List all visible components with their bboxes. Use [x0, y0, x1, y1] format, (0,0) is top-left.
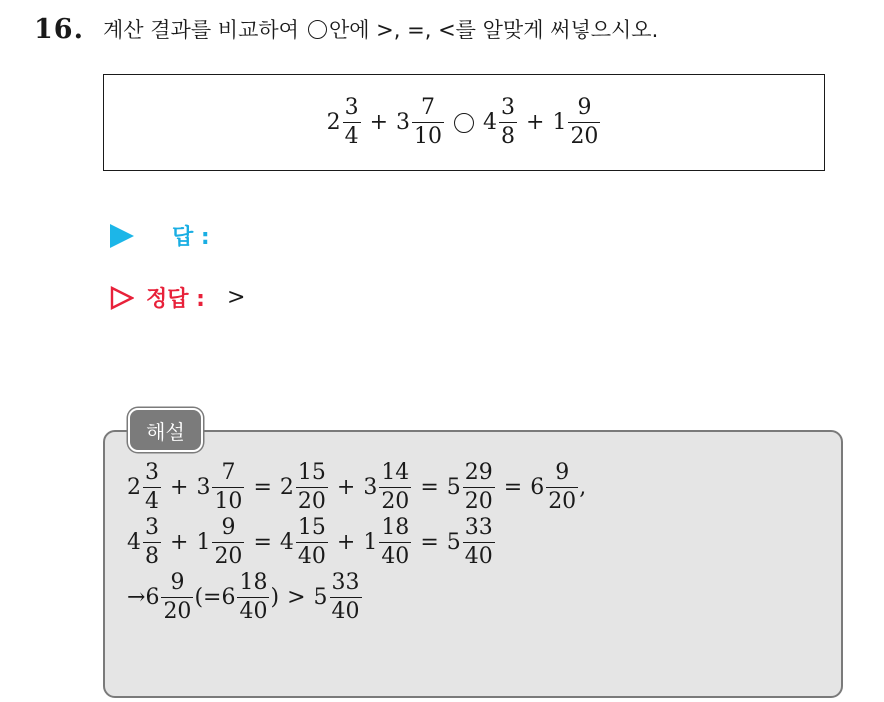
- whole-part: 6: [530, 475, 545, 500]
- outline-triangle-icon: [110, 286, 134, 310]
- whole-part: 6: [221, 585, 236, 610]
- math-operator: +: [526, 110, 545, 135]
- math-operator: +: [170, 530, 189, 555]
- numerator: 9: [170, 570, 185, 595]
- fraction: [143, 462, 161, 513]
- denominator: 10: [414, 124, 442, 149]
- fraction: [296, 517, 328, 568]
- denominator: 40: [331, 599, 360, 624]
- whole-part: 1: [196, 530, 211, 555]
- math-operator: +: [170, 475, 189, 500]
- whole-part: 2: [326, 110, 341, 135]
- whole-part: 6: [145, 585, 160, 610]
- solution-content: [127, 462, 586, 627]
- play-triangle-icon: [110, 224, 134, 248]
- fraction: [463, 517, 495, 568]
- fraction: [499, 97, 517, 148]
- math-operator: +: [336, 530, 356, 555]
- denominator: 40: [381, 544, 410, 569]
- denominator: 20: [381, 489, 410, 514]
- numerator: 3: [344, 95, 359, 120]
- denominator: 40: [239, 599, 268, 624]
- math-text: ): [270, 585, 280, 610]
- numerator: 15: [297, 515, 326, 540]
- numerator: 3: [145, 515, 159, 540]
- numerator: 7: [221, 460, 236, 485]
- mixed-number: [447, 462, 496, 513]
- numerator: 9: [555, 460, 570, 485]
- mixed-number: [363, 462, 412, 513]
- mixed-number: [196, 462, 245, 513]
- denominator: 8: [501, 124, 515, 149]
- whole-part: 5: [446, 530, 461, 555]
- solution-line: [127, 572, 586, 623]
- mixed-number: [196, 517, 245, 568]
- whole-part: 1: [363, 530, 378, 555]
- numerator: 9: [577, 95, 592, 120]
- numerator: 18: [239, 570, 268, 595]
- mixed-number: [447, 517, 496, 568]
- mixed-number: [483, 97, 518, 148]
- blank-circle-icon: [308, 20, 327, 39]
- fraction: [463, 462, 495, 513]
- mixed-number: [280, 462, 329, 513]
- fraction: [546, 462, 578, 513]
- solution-tag: 해설: [128, 408, 203, 452]
- fraction: [330, 572, 362, 623]
- whole-part: 5: [313, 585, 328, 610]
- fraction: [212, 462, 244, 513]
- instruction-text-before: 계산 결과를 비교하여: [103, 18, 299, 42]
- mixed-number: [127, 462, 162, 513]
- math-operator: >: [287, 585, 306, 610]
- solution-line: [127, 517, 586, 568]
- numerator: 3: [501, 95, 515, 120]
- numerator: 33: [464, 515, 493, 540]
- expression-box: [103, 74, 825, 171]
- whole-part: 4: [127, 530, 141, 555]
- numerator: 15: [297, 460, 326, 485]
- whole-part: 3: [363, 475, 378, 500]
- math-text: →: [127, 585, 146, 610]
- mixed-number: [314, 572, 363, 623]
- denominator: 40: [464, 544, 493, 569]
- fraction: [237, 572, 269, 623]
- numerator: 14: [381, 460, 410, 485]
- denominator: 20: [548, 489, 577, 514]
- fraction: [296, 462, 328, 513]
- question-number: 16.: [34, 14, 84, 45]
- mixed-number: [552, 97, 601, 148]
- denominator: 20: [214, 544, 243, 569]
- answer-row: [110, 220, 210, 251]
- expression: [327, 97, 602, 148]
- denominator: 20: [297, 489, 326, 514]
- fraction: [343, 97, 361, 148]
- solution-line: [127, 462, 586, 513]
- correct-answer-row: [110, 282, 245, 313]
- mixed-number: [280, 517, 329, 568]
- denominator: 10: [214, 489, 243, 514]
- comparison-circle-icon: [454, 113, 474, 133]
- denominator: 8: [145, 544, 159, 569]
- fraction: [143, 517, 161, 568]
- fraction: [379, 517, 411, 568]
- denominator: 4: [145, 489, 159, 514]
- math-operator: =: [420, 475, 439, 500]
- whole-part: 2: [127, 475, 141, 500]
- mixed-number: [363, 517, 412, 568]
- whole-part: 2: [279, 475, 294, 500]
- denominator: 20: [464, 489, 493, 514]
- mixed-number: [530, 462, 579, 513]
- math-operator: =: [503, 475, 523, 500]
- denominator: 20: [163, 599, 192, 624]
- fraction: [161, 572, 193, 623]
- instruction-text-after: 안에 >, =, <를 알맞게 써넣으시오.: [328, 18, 659, 42]
- whole-part: 3: [396, 110, 410, 135]
- whole-part: 5: [446, 475, 461, 500]
- whole-part: 1: [552, 110, 567, 135]
- fraction: [379, 462, 411, 513]
- mixed-number: [327, 97, 362, 148]
- answer-label: 답 :: [172, 225, 210, 250]
- mixed-number: [127, 517, 162, 568]
- correct-answer-label: 정답 :: [146, 287, 205, 312]
- denominator: 40: [297, 544, 326, 569]
- numerator: 29: [464, 460, 493, 485]
- math-operator: =: [420, 530, 439, 555]
- numerator: 33: [331, 570, 360, 595]
- mixed-number: [221, 572, 270, 623]
- question-instruction: [103, 14, 658, 44]
- fraction: [212, 517, 244, 568]
- math-operator: =: [253, 530, 272, 555]
- mixed-number: [396, 97, 445, 148]
- fraction: [412, 97, 444, 148]
- numerator: 3: [145, 460, 159, 485]
- whole-part: 4: [279, 530, 294, 555]
- numerator: 7: [421, 95, 435, 120]
- math-text: ,: [579, 475, 587, 500]
- mixed-number: [145, 572, 194, 623]
- numerator: 9: [221, 515, 236, 540]
- numerator: 18: [381, 515, 410, 540]
- whole-part: 4: [483, 110, 497, 135]
- denominator: 20: [570, 124, 599, 149]
- correct-answer-value: >: [226, 285, 246, 310]
- fraction: [568, 97, 600, 148]
- math-text: (=: [194, 585, 222, 610]
- math-operator: =: [253, 475, 272, 500]
- whole-part: 3: [196, 475, 211, 500]
- math-operator: +: [336, 475, 356, 500]
- math-operator: +: [369, 110, 388, 135]
- denominator: 4: [344, 124, 359, 149]
